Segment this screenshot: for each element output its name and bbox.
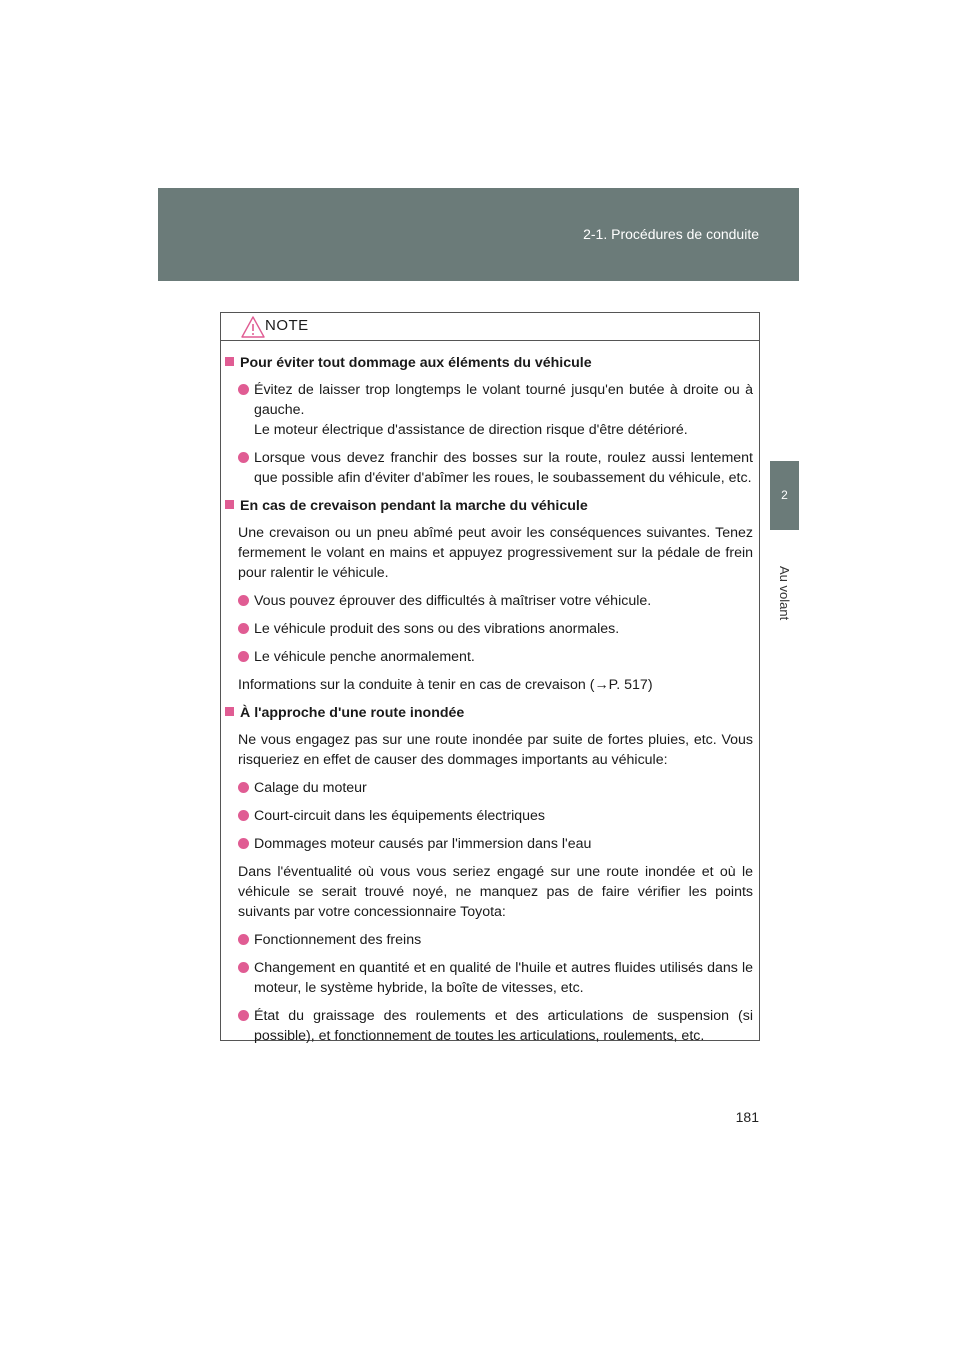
bullet-text: Court-circuit dans les équipements électriques (254, 808, 545, 824)
list-item (238, 806, 753, 826)
bullet-text: Le véhicule penche anormalement. (254, 649, 475, 665)
list-item (238, 778, 753, 798)
circle-bullet-icon (238, 595, 249, 606)
section-heading (225, 703, 753, 723)
bullet-text: Lorsque vous devez franchir des bosses sur la route, roulez aussi lentement que possible afin d'éviter d'abîmer les roues, le soubassement du véhicule, etc. (254, 450, 753, 486)
note-box (220, 312, 760, 1044)
list-item (238, 591, 753, 611)
list-item (238, 619, 753, 639)
section-heading (225, 496, 753, 516)
bullet-text: État du graissage des roulements et des articulations de suspension (si possible), et fonctionnement de toutes les articulations, roulements, etc. (254, 1008, 753, 1044)
circle-bullet-icon (238, 838, 249, 849)
list-item (238, 834, 753, 854)
chapter-label: Au volant (777, 566, 792, 621)
list-item (238, 380, 753, 440)
note-header (221, 313, 759, 341)
section-heading (225, 353, 753, 373)
circle-bullet-icon (238, 962, 249, 973)
page-number: 181 (735, 1109, 759, 1125)
page-reference: Informations sur la conduite à tenir en cas de crevaison (→P. 517) (238, 677, 653, 693)
circle-bullet-icon (238, 934, 249, 945)
square-bullet-icon (225, 357, 234, 366)
list-item (238, 647, 753, 667)
list-item (238, 930, 753, 950)
list-item (238, 1006, 753, 1046)
circle-bullet-icon (238, 810, 249, 821)
circle-bullet-icon (238, 623, 249, 634)
chapter-tab: 2 (770, 461, 799, 530)
note-title: NOTE (265, 317, 309, 334)
paragraph: Une crevaison ou un pneu abîmé peut avoir les conséquences suivantes. Tenez fermement le volant en mains et appuyez progressivement sur la pédale de frein pour ralentir le véhicule. (238, 525, 753, 581)
bullet-text: Évitez de laisser trop longtemps le volant tourné jusqu'en butée à droite ou à gauche. (254, 382, 753, 418)
section-title-text: En cas de crevaison pendant la marche du véhicule (240, 498, 588, 514)
header-band (158, 188, 799, 281)
circle-bullet-icon (238, 384, 249, 395)
list-item (238, 958, 753, 998)
list-item (238, 448, 753, 488)
bullet-text: Changement en quantité et en qualité de l'huile et autres fluides utilisés dans le moteur, le système hybride, la boîte de vitesses, etc. (254, 960, 753, 996)
circle-bullet-icon (238, 651, 249, 662)
section-title: 2-1. Procédures de conduite (583, 226, 759, 242)
square-bullet-icon (225, 707, 234, 716)
bullet-text-continued: Le moteur électrique d'assistance de direction risque d'être détérioré. (254, 422, 688, 438)
bullet-text: Dommages moteur causés par l'immersion dans l'eau (254, 836, 592, 852)
bullet-text: Le véhicule produit des sons ou des vibrations anormales. (254, 621, 620, 637)
bullet-text: Fonctionnement des freins (254, 932, 422, 948)
warning-triangle-icon (241, 316, 265, 338)
square-bullet-icon (225, 500, 234, 509)
section-title-text: Pour éviter tout dommage aux éléments du véhicule (240, 355, 592, 371)
circle-bullet-icon (238, 1010, 249, 1021)
bullet-text: Calage du moteur (254, 780, 367, 796)
circle-bullet-icon (238, 452, 249, 463)
circle-bullet-icon (238, 782, 249, 793)
bullet-text: Vous pouvez éprouver des difficultés à maîtriser votre véhicule. (254, 593, 652, 609)
section-title-text: À l'approche d'une route inondée (240, 705, 465, 721)
paragraph: Ne vous engagez pas sur une route inondée par suite de fortes pluies, etc. Vous risqueriez en effet de causer des dommages importants au véhicule: (238, 732, 753, 768)
paragraph: Dans l'éventualité où vous vous seriez engagé sur une route inondée et où le véhicule se serait trouvé noyé, ne manquez pas de faire vérifier les points suivants par votre concessionnaire Toyota: (238, 864, 753, 920)
note-body (221, 341, 759, 1046)
